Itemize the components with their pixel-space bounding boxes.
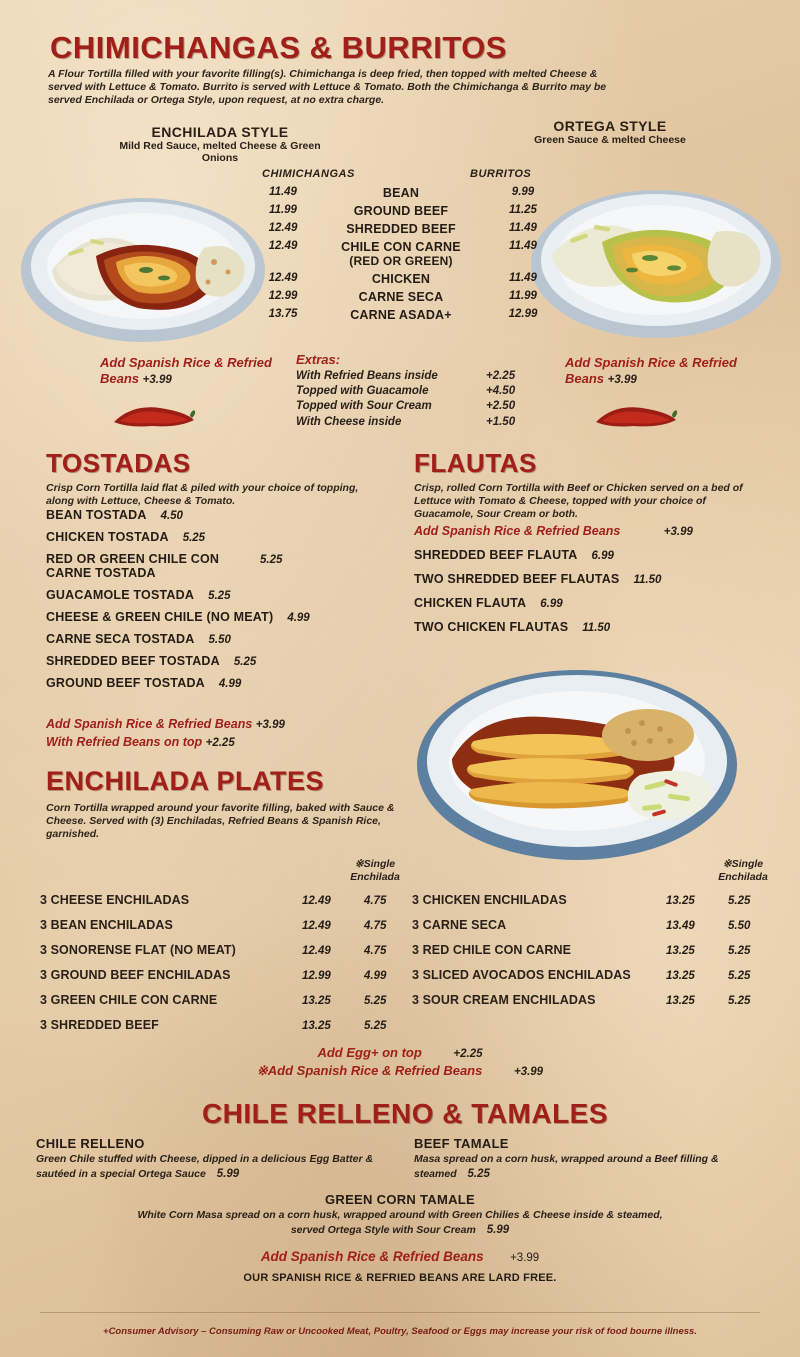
- item-name: 3 RED CHILE CON CARNE: [412, 943, 572, 957]
- add-rice-beans-label: Add Spanish Rice & Refried Beans: [565, 355, 737, 387]
- price-chimichanga: 12.49: [268, 272, 298, 284]
- item-name: 3 GREEN CHILE CON CARNE: [40, 993, 218, 1007]
- single-price: 4.75: [364, 895, 387, 907]
- photo-enchilada-style-chimichanga: [18, 178, 268, 353]
- section-description-tostadas: Crisp Corn Tortilla laid flat & piled with your choice of topping, along with Lettuce, Cheese & Tomato.: [46, 482, 359, 508]
- item-price: 4.99: [287, 612, 310, 624]
- extras-price: +2.50: [486, 400, 516, 413]
- dish-description-text: Green Chile stuffed with Cheese, dipped in a delicious Egg Batter & sautéed in a special Ortega Sauce: [36, 1153, 374, 1180]
- plate-price: 13.25: [666, 970, 695, 982]
- list-item: [414, 548, 754, 562]
- table-row: [412, 943, 784, 957]
- item-name: GUACAMOLE TOSTADA: [46, 588, 195, 602]
- price-burrito: 9.99: [511, 186, 535, 198]
- section-title-chimichangas: CHIMICHANGAS & BURRITOS: [50, 30, 507, 65]
- price-burrito: 11.99: [509, 290, 537, 302]
- enchilada-plates-footer: [150, 1045, 650, 1079]
- item-price: 6.99: [591, 550, 614, 562]
- single-enchilada-header-left: ※Single Enchilada: [350, 858, 400, 883]
- single-price: 5.50: [728, 920, 751, 932]
- item-name: TWO SHREDDED BEEF FLAUTAS: [414, 572, 620, 586]
- dish-description: [414, 1153, 764, 1182]
- column-label-burritos: BURRITOS: [470, 168, 532, 180]
- item-price: 11.50: [633, 574, 662, 586]
- list-item: [46, 552, 326, 580]
- list-item: [46, 530, 416, 544]
- item-name: TWO CHICKEN FLAUTAS: [414, 620, 569, 634]
- add-rice-beans-left: [100, 355, 290, 388]
- table-row: [40, 968, 420, 982]
- item-name: CHILE CON CARNE (RED OR GREEN): [316, 240, 486, 268]
- dish-description-text: White Corn Masa spread on a corn husk, wrapped around with Green Chilies & Cheese inside & steamed, served Ortega Style with Sour Cream: [137, 1209, 663, 1236]
- item-price: 5.25: [182, 532, 206, 544]
- price-table-chimichangas-burritos: [250, 186, 560, 326]
- enchilada-plates-left-column: [40, 893, 420, 1043]
- photo-enchilada-plate: [412, 655, 742, 870]
- dish-description: [36, 1153, 396, 1182]
- table-row: [40, 893, 420, 907]
- item-price: 5.25: [233, 656, 257, 668]
- enchilada-plates-right-column: [412, 893, 784, 1018]
- item-name: 3 CHEESE ENCHILADAS: [40, 893, 190, 907]
- item-name: CARNE SECA: [358, 290, 444, 304]
- extras-label: Topped with Guacamole: [296, 385, 429, 398]
- plate-price: 13.25: [302, 995, 331, 1007]
- extras-label: Topped with Sour Cream: [296, 400, 432, 413]
- item-name: CARNE SECA TOSTADA: [46, 632, 195, 646]
- item-name: 3 CARNE SECA: [412, 918, 507, 932]
- style-enchilada: [110, 124, 330, 164]
- plate-price: 13.25: [666, 995, 695, 1007]
- extras-label: With Refried Beans inside: [296, 370, 438, 382]
- table-row: [412, 993, 784, 1007]
- footer-label: With Refried Beans on top: [46, 734, 203, 749]
- price-chimichanga: 12.49: [268, 222, 298, 234]
- style-enchilada-name: ENCHILADA STYLE: [151, 124, 289, 140]
- column-label-chimichangas: CHIMICHANGAS: [262, 168, 355, 180]
- item-price: 6.99: [540, 598, 563, 610]
- item-price: 5.25: [260, 554, 283, 566]
- plate-price: 13.25: [666, 895, 695, 907]
- plate-price: 13.25: [666, 945, 695, 957]
- price-burrito: 12.99: [508, 308, 538, 320]
- photo-ortega-style-chimichanga: [528, 168, 784, 348]
- list-item: [46, 654, 416, 668]
- tostada-footer: [46, 716, 446, 751]
- item-name: 3 SONORENSE FLAT (NO MEAT): [40, 943, 236, 957]
- item-name: 3 SOUR CREAM ENCHILADAS: [412, 993, 596, 1007]
- style-ortega-detail: Green Sauce & melted Cheese: [534, 134, 686, 146]
- tostada-item-list: [46, 508, 416, 698]
- extras-price: +4.50: [486, 385, 516, 398]
- dish-beef-tamale: [414, 1136, 764, 1182]
- single-price: 4.75: [364, 920, 387, 932]
- item-name: 3 SLICED AVOCADOS ENCHILADAS: [412, 968, 631, 982]
- section-title-flautas: FLAUTAS: [414, 448, 537, 478]
- consumer-advisory: +Consumer Advisory – Consuming Raw or Uncooked Meat, Poultry, Seafood or Eggs may increase your risk of food bourne illness.: [103, 1326, 697, 1337]
- item-name: GROUND BEEF: [353, 204, 449, 218]
- price-chimichanga: 11.99: [269, 204, 297, 216]
- style-ortega: [495, 118, 725, 146]
- table-row: [250, 222, 560, 236]
- single-price: 5.25: [728, 895, 751, 907]
- dish-name: CHILE RELLENO: [36, 1136, 145, 1151]
- tostada-footer-row: [46, 716, 446, 734]
- table-row: [412, 968, 784, 982]
- table-row: [250, 240, 560, 268]
- footer-price: +3.99: [513, 1066, 544, 1078]
- plate-price: 13.49: [666, 920, 695, 932]
- plate-price: 13.25: [302, 1020, 331, 1032]
- extras-row: [296, 415, 566, 430]
- item-name: RED OR GREEN CHILE CON CARNE TOSTADA: [46, 552, 220, 580]
- dish-description-text: Masa spread on a corn husk, wrapped around a Beef filling & steamed: [414, 1153, 719, 1180]
- footer-label: Add Spanish Rice & Refried Beans: [46, 717, 253, 731]
- plate-price: 12.99: [302, 970, 331, 982]
- item-name: CARNE ASADA+: [350, 308, 452, 322]
- list-item: [46, 610, 416, 624]
- footer-label: Add Egg+ on top: [317, 1045, 422, 1060]
- dish-chile-relleno: [36, 1136, 396, 1182]
- add-rice-beans-price: +3.99: [510, 1252, 540, 1264]
- item-name: SHREDDED BEEF TOSTADA: [46, 654, 220, 668]
- add-rice-beans-right: [565, 355, 765, 388]
- item-price: 5.50: [208, 634, 231, 646]
- extras-row: [296, 399, 566, 414]
- single-price: 5.25: [364, 995, 387, 1007]
- dish-price: 5.25: [467, 1167, 490, 1180]
- extras-label: With Cheese inside: [296, 415, 402, 428]
- add-rice-beans-label: Add Spanish Rice & Refried Beans: [100, 355, 272, 387]
- extras-price: +2.25: [486, 370, 516, 382]
- list-item: [414, 572, 754, 586]
- extras-row: [296, 384, 566, 399]
- price-burrito: 11.25: [509, 204, 537, 216]
- list-item: [414, 620, 754, 634]
- plate-price: 12.49: [302, 920, 331, 932]
- extras-title: Extras:: [296, 352, 341, 367]
- list-item: [46, 588, 416, 602]
- list-item: [46, 632, 416, 646]
- add-rice-beans-price: +3.99: [663, 526, 693, 538]
- single-price: 4.75: [364, 945, 387, 957]
- item-name: BEAN: [382, 186, 420, 200]
- flautas-add-rice-beans: [414, 524, 754, 538]
- footer-row: [150, 1045, 650, 1060]
- item-name: CHEESE & GREEN CHILE (NO MEAT): [46, 610, 274, 624]
- table-row: [250, 308, 560, 322]
- footer-price: +2.25: [205, 736, 235, 749]
- footer-label: ※Add Spanish Rice & Refried Beans: [256, 1063, 483, 1078]
- style-ortega-name: ORTEGA STYLE: [553, 118, 667, 134]
- style-enchilada-detail: Mild Red Sauce, melted Cheese & Green Onions: [119, 140, 321, 164]
- single-price: 5.25: [728, 945, 751, 957]
- dish-name: GREEN CORN TAMALE: [324, 1192, 476, 1207]
- price-chimichanga: 12.99: [268, 290, 298, 302]
- extras-price: +1.50: [486, 415, 516, 428]
- list-item: [46, 676, 416, 690]
- tostada-footer-row: [46, 734, 446, 752]
- item-name: CHICKEN TOSTADA: [46, 530, 169, 544]
- item-name: SHREDDED BEEF: [346, 222, 456, 236]
- section-title-tostadas: TOSTADAS: [46, 448, 191, 478]
- item-name: CHICKEN FLAUTA: [414, 596, 527, 610]
- dish-description: [120, 1209, 680, 1238]
- table-row: [250, 204, 560, 218]
- section-description-chimichangas: A Flour Tortilla filled with your favorite filling(s). Chimichanga is deep fried, then topped with melted Cheese & served with Lettuce & Tomato. Burrito is served with Lettuce & Tomato. Both the Chimichanga & Burrito may be served Enchilada or Ortega Style, upon request, at no extra charge.: [48, 68, 607, 107]
- item-name: SHREDDED BEEF FLAUTA: [414, 548, 578, 562]
- table-row: [40, 918, 420, 932]
- dish-green-corn-tamale: [120, 1192, 680, 1238]
- item-name: CHICKEN: [371, 272, 431, 286]
- section-description-flautas: Crisp, rolled Corn Tortilla with Beef or Chicken served on a bed of Lettuce with Tomato & Cheese, topped with your choice of Guacamole, Sour Cream or both.: [414, 482, 743, 521]
- extras-list: [296, 352, 566, 430]
- add-rice-beans-price: +3.99: [142, 374, 172, 387]
- flauta-item-list: [414, 548, 754, 644]
- item-name: 3 CHICKEN ENCHILADAS: [412, 893, 567, 907]
- price-chimichanga: 12.49: [268, 240, 298, 252]
- bottom-add-rice-beans: [120, 1248, 680, 1266]
- item-name-sub: (RED OR GREEN): [349, 254, 453, 268]
- dish-price: 5.99: [486, 1223, 510, 1236]
- item-name: GROUND BEEF TOSTADA: [46, 676, 205, 690]
- list-item: [46, 508, 416, 522]
- dish-name: BEEF TAMALE: [414, 1136, 509, 1151]
- item-price: 4.99: [218, 678, 242, 690]
- item-name: 3 GROUND BEEF ENCHILADAS: [40, 968, 231, 982]
- single-enchilada-header-right: ※Single Enchilada: [718, 858, 768, 883]
- price-burrito: 11.49: [509, 222, 537, 234]
- item-name: 3 SHREDDED BEEF: [40, 1018, 159, 1032]
- item-price: 5.25: [208, 590, 231, 602]
- list-item: [414, 596, 754, 610]
- plate-price: 12.49: [302, 895, 331, 907]
- lard-free-note: OUR SPANISH RICE & REFRIED BEANS ARE LARD FREE.: [243, 1272, 557, 1284]
- item-name: BEAN TOSTADA: [46, 508, 147, 522]
- add-rice-beans-label: Add Spanish Rice & Refried Beans: [260, 1249, 484, 1264]
- table-row: [412, 918, 784, 932]
- extras-row: [296, 369, 566, 384]
- section-description-enchilada-plates: Corn Tortilla wrapped around your favorite filling, baked with Sauce & Cheese. Served with (3) Enchiladas, Refried Beans & Spanish Rice, garnished.: [46, 802, 395, 841]
- chili-pepper-icon: [108, 400, 198, 430]
- single-price: 5.25: [728, 995, 751, 1007]
- table-row: [412, 893, 784, 907]
- single-price: 5.25: [364, 1020, 387, 1032]
- price-burrito: 11.49: [509, 272, 537, 284]
- footer-row: [150, 1063, 650, 1079]
- footer-price: +2.25: [453, 1048, 483, 1060]
- table-row: [40, 993, 420, 1007]
- single-price: 4.99: [364, 970, 387, 982]
- table-row: [250, 272, 560, 286]
- footer-price: +3.99: [255, 719, 285, 731]
- table-row: [250, 186, 560, 200]
- chili-pepper-icon: [590, 400, 680, 430]
- table-row: [40, 943, 420, 957]
- section-title-enchilada-plates: ENCHILADA PLATES: [46, 766, 324, 796]
- item-name: 3 BEAN ENCHILADAS: [40, 918, 173, 932]
- item-price: 11.50: [582, 622, 611, 634]
- footer-divider: [40, 1312, 760, 1313]
- dish-price: 5.99: [216, 1167, 240, 1180]
- price-burrito: 11.49: [509, 240, 537, 252]
- single-price: 5.25: [728, 970, 751, 982]
- table-row: [250, 290, 560, 304]
- item-price: 4.50: [160, 510, 183, 522]
- add-rice-beans-price: +3.99: [607, 374, 637, 387]
- plate-price: 12.49: [302, 945, 331, 957]
- table-row: [40, 1018, 420, 1032]
- section-title-relleno-tamales: CHILE RELLENO & TAMALES: [201, 1098, 609, 1129]
- add-rice-beans-label: Add Spanish Rice & Refried Beans: [414, 524, 621, 538]
- price-chimichanga: 13.75: [268, 308, 298, 320]
- price-chimichanga: 11.49: [269, 186, 297, 198]
